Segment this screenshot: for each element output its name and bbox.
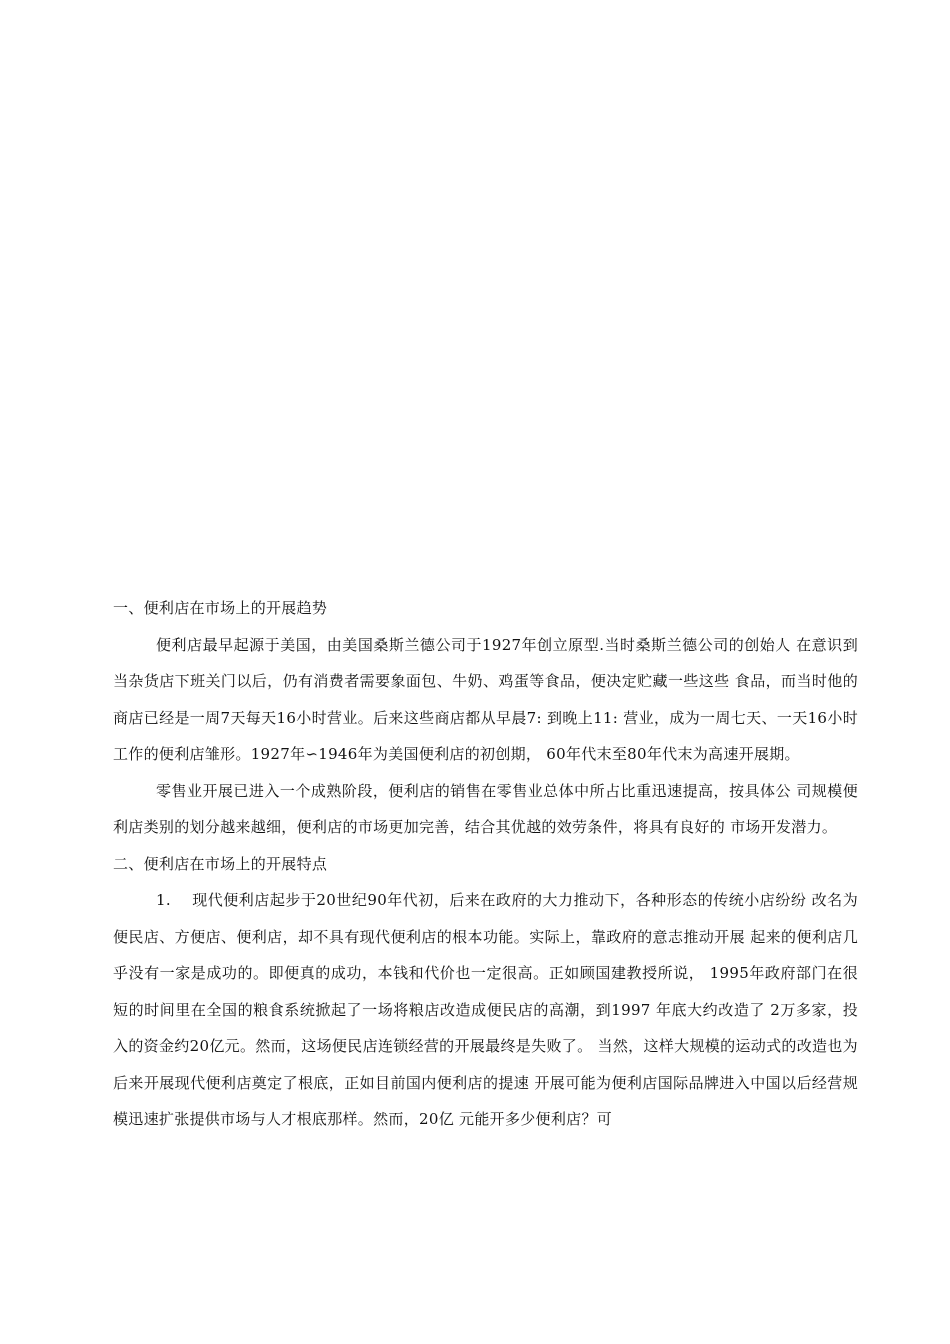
list-item-number: 1.: [156, 891, 171, 909]
section-2-list-item-1: [113, 882, 858, 1138]
document-body: [113, 590, 858, 1138]
list-item-text: 现代便利店起步于20世纪90年代初，后来在政府的大力推动下，各种形态的传统小店纷纷 改名为便民店、方便店、便利店，却不具有现代便利店的根本功能。实际上，靠政府的意志推动开展 起来的便利店几乎没有一家是成功的。即便真的成功，本钱和代价也一定很高。正如顾国建教授所说， 1995年政府部门在很短的时间里在全国的粮食系统掀起了一场将粮店改造成便民店的高潮，到1997 年底大约改造了 2万多家，投入的资金约20亿元。然而，这场便民店连锁经营的开展最终是失败了。 当然，这样大规模的运动式的改造也为后来开展现代便利店奠定了根底，正如目前国内便利店的提速 开展可能为便利店国际品牌进入中国以后经营规模迅速扩张提供市场与人才根底那样。然而，20亿 元能开多少便利店？可: [113, 891, 858, 1128]
section-2-heading: 二、便利店在市场上的开展特点: [113, 854, 328, 873]
section-1-heading: 一、便利店在市场上的开展趋势: [113, 599, 328, 617]
section-1-paragraph-1: 便利店最早起源于美国，由美国桑斯兰德公司于1927年创立原型.当时桑斯兰德公司的创始人 在意识到当杂货店下班关门以后，仍有消费者需要象面包、牛奶、鸡蛋等食品，便决定贮藏一些这些 食品，而当时他的商店已经是一周7天每天16小时营业。后来这些商店都从早晨7: 到晚上11: 营业，成为一周七天、一天16小时工作的便利店雏形。1927年∽1946年为美国便利店的初创期， 60年代末至80年代末为高速开展期。: [113, 635, 858, 763]
section-1-paragraph-2: 零售业开展已进入一个成熟阶段，便利店的销售在零售业总体中所占比重迅速提高，按具体公 司规模便利店类别的划分越来越细，便利店的市场更加完善，结合其优越的效劳条件，将具有良好的 市场开发潜力。: [113, 781, 858, 836]
